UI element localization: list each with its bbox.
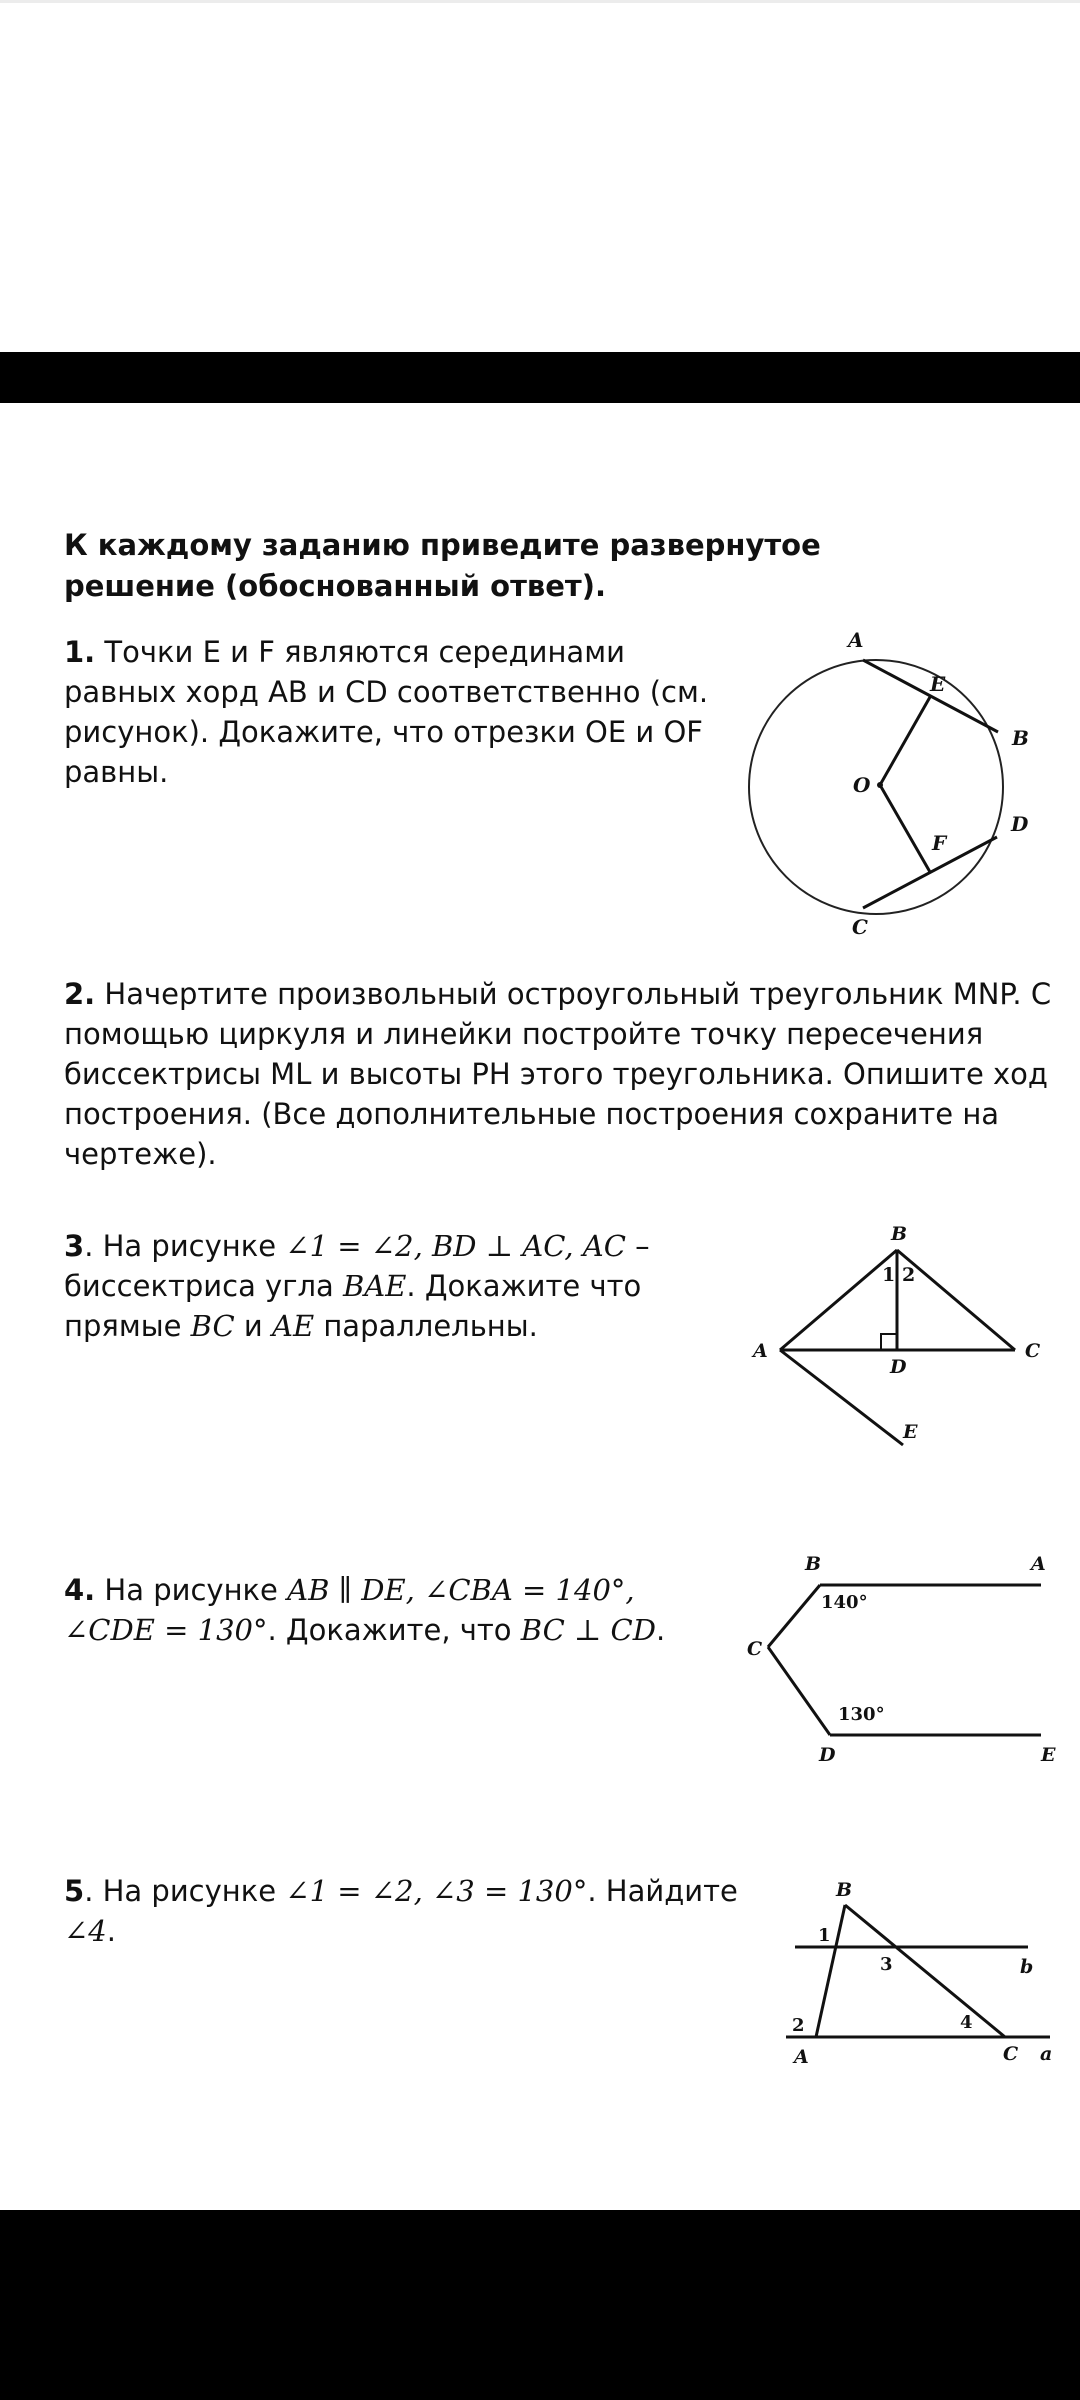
task-4-text-1: На рисунке bbox=[95, 1573, 288, 1607]
label-d: D bbox=[890, 1356, 907, 1378]
task-1-figure bbox=[740, 625, 1040, 950]
label-a: A bbox=[753, 1340, 768, 1362]
task-3-number: 3 bbox=[64, 1229, 85, 1263]
task-4-math-2: ∠CDE = 130° bbox=[64, 1613, 268, 1647]
chord-cd bbox=[863, 837, 997, 908]
task-5-text-1: . На рисунке bbox=[84, 1874, 286, 1908]
label-o: O bbox=[853, 773, 871, 797]
task-3-figure bbox=[745, 1220, 1065, 1460]
task-4-math-1: AB ∥ DE, ∠CBA = 140°, bbox=[287, 1573, 635, 1607]
task-2-text: Начертите произвольный остроугольный треугольник MNP. С помощью циркуля и линейки постройте точку пересечения биссектрисы ML и высоты PH этого треугольника. Опишите ход построения. (Все дополнительные построения сохраните на чертеже). bbox=[64, 977, 1052, 1171]
task-4-figure bbox=[735, 1545, 1070, 1770]
angle-cde-label: 130° bbox=[838, 1704, 885, 1725]
angle-4-label: 4 bbox=[960, 2012, 973, 2033]
label-b: B bbox=[836, 1880, 853, 1901]
task-2-number: 2. bbox=[64, 977, 96, 1011]
right-angle-mark bbox=[881, 1334, 897, 1350]
task-3-math-1: ∠1 = ∠2, BD ⊥ AC, AC bbox=[285, 1229, 626, 1263]
label-d: D bbox=[1011, 812, 1029, 836]
label-a: A bbox=[848, 628, 864, 652]
task-5-math-1: ∠1 = ∠2, ∠3 = 130° bbox=[285, 1874, 588, 1908]
label-a: A bbox=[1031, 1553, 1046, 1575]
task-4-math-3: BC ⊥ CD bbox=[520, 1613, 656, 1647]
circle bbox=[749, 660, 1003, 914]
angle-1-label: 1 bbox=[818, 1925, 831, 1946]
label-line-a: a bbox=[1040, 2043, 1053, 2065]
label-b: B bbox=[1012, 726, 1029, 750]
task-5-number: 5 bbox=[64, 1874, 85, 1908]
angle-cba-label: 140° bbox=[821, 1592, 868, 1613]
segment-oe bbox=[880, 697, 930, 785]
task-2 bbox=[64, 974, 1054, 1174]
label-c: C bbox=[1003, 2043, 1019, 2065]
angle-1-label: 1 bbox=[882, 1264, 896, 1286]
segment-bc bbox=[845, 1905, 1005, 2037]
black-band-bottom bbox=[0, 2210, 1080, 2400]
label-d: D bbox=[819, 1744, 836, 1766]
label-a: A bbox=[794, 2046, 809, 2068]
segment-cd bbox=[768, 1647, 830, 1735]
task-3 bbox=[64, 1226, 734, 1346]
task-4-text-2: . Докажите, что bbox=[267, 1613, 521, 1647]
label-e: E bbox=[903, 1421, 918, 1443]
task-5-figure bbox=[780, 1880, 1070, 2080]
task-1-text: Точки E и F являются серединами равных хорд AB и CD соответственно (см. рисунок). Докажите, что отрезки OE и OF равны. bbox=[64, 635, 709, 789]
black-band-top bbox=[0, 352, 1080, 403]
task-3-math-3: BC bbox=[190, 1309, 235, 1343]
label-c: C bbox=[1025, 1340, 1041, 1362]
task-3-math-2: BAE bbox=[342, 1269, 407, 1303]
label-c: C bbox=[747, 1638, 763, 1660]
task-3-text-3: . Докажите что прямые bbox=[64, 1269, 642, 1343]
task-4-text-3: . bbox=[655, 1613, 666, 1647]
segment-ab bbox=[780, 1250, 897, 1350]
label-e: E bbox=[930, 672, 946, 696]
task-3-text-4: и bbox=[234, 1309, 272, 1343]
angle-2-label: 2 bbox=[792, 2015, 805, 2036]
top-edge bbox=[0, 0, 1080, 3]
label-f: F bbox=[932, 831, 947, 855]
point-o bbox=[877, 782, 883, 788]
segment-ae bbox=[780, 1350, 903, 1445]
task-5-text-2: . Найдите bbox=[587, 1874, 738, 1908]
label-c: C bbox=[852, 915, 868, 939]
task-3-text-1: . На рисунке bbox=[84, 1229, 286, 1263]
task-3-math-4: AE bbox=[272, 1309, 315, 1343]
task-5 bbox=[64, 1871, 764, 1951]
task-5-text-3: . bbox=[106, 1914, 116, 1948]
angle-2-label: 2 bbox=[902, 1264, 916, 1286]
task-4 bbox=[64, 1570, 764, 1650]
segment-of bbox=[880, 785, 930, 872]
task-5-math-2: ∠4 bbox=[64, 1914, 107, 1948]
task-3-text-2: – биссектриса угла bbox=[64, 1229, 650, 1303]
label-line-b: b bbox=[1020, 1956, 1034, 1978]
label-e: E bbox=[1041, 1744, 1056, 1766]
chord-ab bbox=[863, 660, 998, 732]
segment-bc bbox=[768, 1585, 820, 1647]
task-1 bbox=[64, 632, 724, 792]
page-heading: К каждому заданию приведите развернутое решение (обоснованный ответ). bbox=[64, 528, 821, 603]
task-1-number: 1. bbox=[64, 635, 96, 669]
label-b: B bbox=[805, 1553, 822, 1575]
angle-3-label: 3 bbox=[880, 1954, 893, 1975]
task-4-number: 4. bbox=[64, 1573, 96, 1607]
task-3-text-5: параллельны. bbox=[314, 1309, 538, 1343]
label-b: B bbox=[891, 1223, 908, 1245]
